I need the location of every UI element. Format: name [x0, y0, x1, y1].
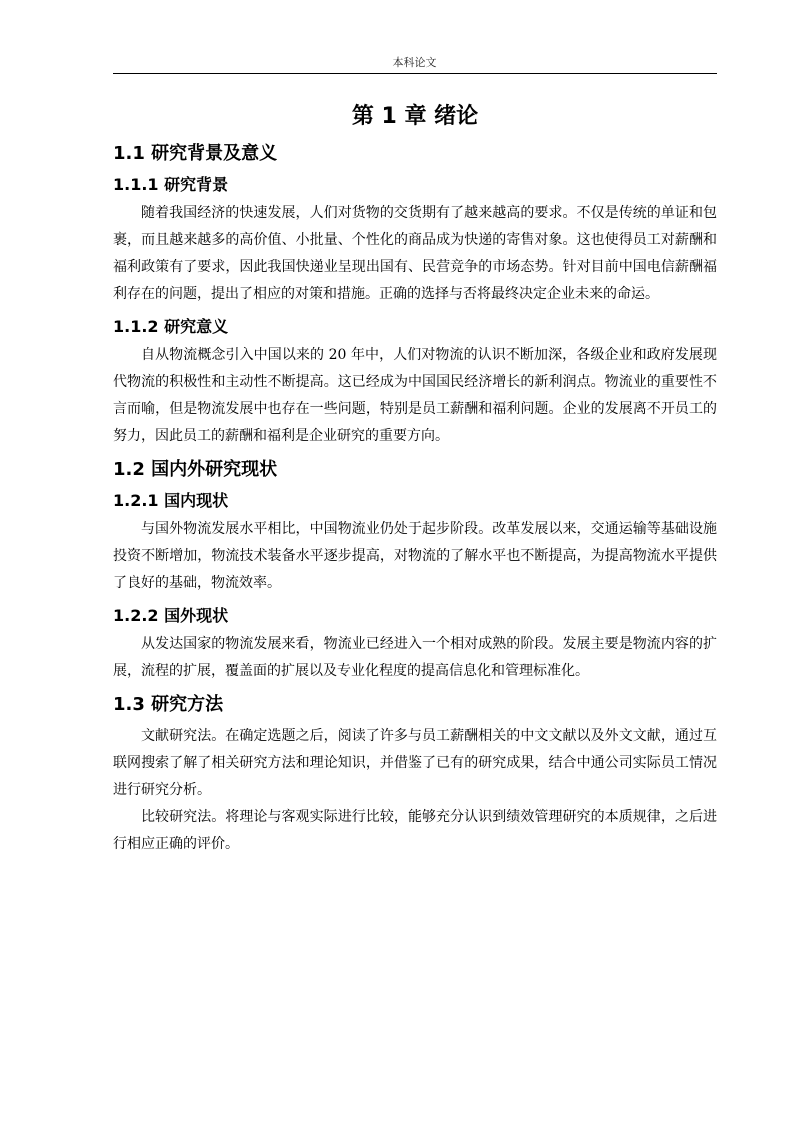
header-rule [113, 73, 717, 74]
section-heading-1-3: 1.3 研究方法 [113, 694, 224, 715]
subsection-heading-1-1-2: 1.1.2 研究意义 [113, 317, 229, 336]
section-heading-1-2: 1.2 国内外研究现状 [113, 459, 278, 480]
subsection-heading-1-2-1: 1.2.1 国内现状 [113, 491, 229, 510]
section-heading-1-1: 1.1 研究背景及意义 [113, 143, 278, 164]
page-content [113, 96, 717, 858]
subsection-heading-1-1-1: 1.1.1 研究背景 [113, 175, 229, 194]
paragraph-research-background: 随着我国经济的快速发展，人们对货物的交货期有了越来越高的要求。不仅是传统的单证和包裹，而且越来越多的高价值、小批量、个性化的商品成为快递的寄售对象。这也使得员工对薪酬和福利政策有了要求，因此我国快递业呈现出国有、民营竞争的市场态势。针对目前中国电信薪酬福利存在的问题，提出了相应的对策和措施。正确的选择与否将最终决定企业未来的命运。 [113, 205, 717, 302]
subsection-heading-1-2-2: 1.2.2 国外现状 [113, 606, 229, 625]
paragraph-literature-method: 文献研究法。在确定选题之后，阅读了许多与员工薪酬相关的中文文献以及外文文献，通过互联网搜索了解了相关研究方法和理论知识，并借鉴了已有的研究成果，结合中通公司实际员工情况进行研究分析。 [113, 728, 717, 798]
paragraph-domestic-status: 与国外物流发展水平相比，中国物流业仍处于起步阶段。改革发展以来，交通运输等基础设施投资不断增加，物流技术装备水平逐步提高，对物流的了解水平也不断提高，为提高物流水平提供了良好的基础，物流效率。 [113, 521, 717, 591]
paragraph-research-significance: 自从物流概念引入中国以来的 20 年中，人们对物流的认识不断加深，各级企业和政府发展现代物流的积极性和主动性不断提高。这已经成为中国国民经济增长的新利润点。物流业的重要性不言而喻，但是物流发展中也存在一些问题，特别是员工薪酬和福利问题。企业的发展离不开员工的努力，因此员工的薪酬和福利是企业研究的重要方向。 [113, 347, 717, 444]
paragraph-comparative-method: 比较研究法。将理论与客观实际进行比较，能够充分认识到绩效管理研究的本质规律，之后进行相应正确的评价。 [113, 809, 717, 852]
running-header: 本科论文 [392, 56, 437, 69]
chapter-title: 第 1 章 绪论 [351, 104, 479, 129]
paragraph-foreign-status: 从发达国家的物流发展来看，物流业已经进入一个相对成熟的阶段。发展主要是物流内容的扩展，流程的扩展，覆盖面的扩展以及专业化程度的提高信息化和管理标准化。 [113, 636, 717, 679]
